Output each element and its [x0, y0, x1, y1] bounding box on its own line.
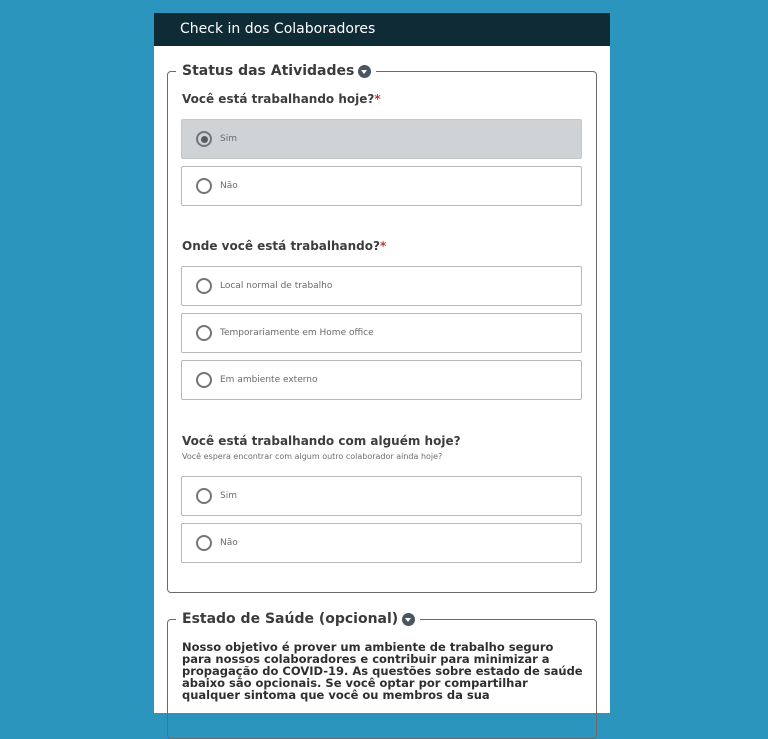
form-title: Check in dos Colaboradores: [180, 21, 376, 37]
option-local-normal[interactable]: [181, 266, 582, 306]
option-label: Local normal de trabalho: [220, 281, 333, 291]
question-label: Onde você está trabalhando?: [182, 239, 380, 253]
option-home-office[interactable]: [181, 313, 582, 353]
required-mark: *: [374, 92, 381, 106]
option-label: Temporariamente em Home office: [220, 328, 374, 338]
option-label: Sim: [220, 491, 237, 501]
radio-icon[interactable]: [196, 278, 212, 294]
section-title: Status das Atividades: [182, 63, 355, 79]
option-label: Sim: [220, 134, 237, 144]
option-working-today-sim[interactable]: [181, 119, 582, 159]
radio-icon[interactable]: [196, 178, 212, 194]
option-label: Não: [220, 181, 238, 191]
radio-icon[interactable]: [196, 488, 212, 504]
section-legend-saude[interactable]: [176, 610, 420, 628]
radio-checked-icon[interactable]: [196, 131, 212, 147]
section-status-atividades: [167, 63, 597, 593]
question-label: Você está trabalhando com alguém hoje?: [182, 434, 461, 448]
section-legend-status[interactable]: [176, 62, 376, 80]
question-working-with-someone: [182, 434, 461, 448]
question-where-working: [182, 239, 386, 253]
section-estado-saude: [167, 611, 597, 739]
section-title: Estado de Saúde (opcional): [182, 611, 399, 627]
option-with-someone-sim[interactable]: [181, 476, 582, 516]
radio-icon[interactable]: [196, 372, 212, 388]
option-working-today-nao[interactable]: [181, 166, 582, 206]
form-header: [154, 13, 610, 46]
option-ambiente-externo[interactable]: [181, 360, 582, 400]
option-label: Não: [220, 538, 238, 548]
option-label: Em ambiente externo: [220, 375, 318, 385]
chevron-down-circle-icon[interactable]: [402, 613, 415, 626]
chevron-down-circle-icon[interactable]: [358, 65, 371, 78]
checkin-form-card: [154, 13, 610, 713]
question-working-today: [182, 92, 381, 106]
radio-icon[interactable]: [196, 325, 212, 341]
required-mark: *: [379, 239, 387, 253]
question-label: Você está trabalhando hoje?: [182, 92, 375, 106]
option-with-someone-nao[interactable]: [181, 523, 582, 563]
radio-icon[interactable]: [196, 535, 212, 551]
question-hint: Você espera encontrar com algum outro colaborador ainda hoje?: [182, 452, 443, 461]
health-intro-paragraph: Nosso objetivo é prover um ambiente de trabalho seguro para nossos colaboradores e contribuir para minimizar a propagação do COVID-19. As questões sobre estado de saúde abaixo são opcionais. Se você optar por compartilhar qualquer sintoma que você ou membros da sua: [182, 640, 583, 702]
